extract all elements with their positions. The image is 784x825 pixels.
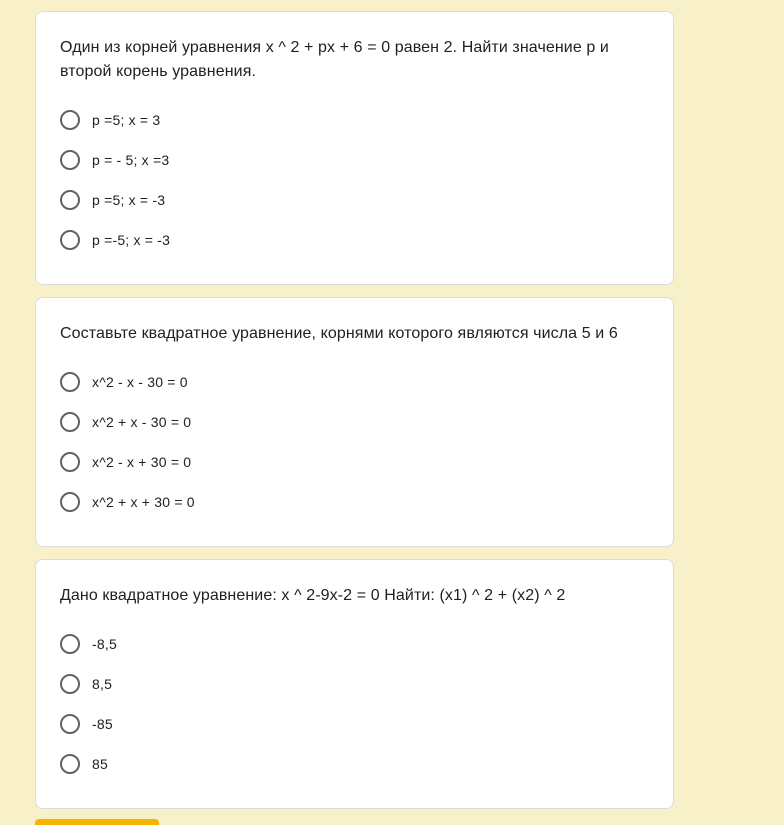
radio-option[interactable] <box>60 220 649 260</box>
question-text: Дано квадратное уравнение: x ^ 2-9x-2 = 0 Найти: (x1) ^ 2 + (x2) ^ 2 <box>60 587 566 604</box>
option-label: -85 <box>92 716 113 732</box>
option-label: p =5; x = -3 <box>92 192 166 208</box>
options-list <box>60 624 649 784</box>
question-text: Составьте квадратное уравнение, корнями которого являются числа 5 и 6 <box>60 325 618 342</box>
question-card-1 <box>35 11 674 285</box>
question-text: Один из корней уравнения x ^ 2 + px + 6 = 0 равен 2. Найти значение p и второй корень уравнения. <box>60 39 609 80</box>
option-label: p = - 5; x =3 <box>92 152 170 168</box>
radio-option[interactable] <box>60 482 649 522</box>
next-button[interactable] <box>35 819 159 825</box>
radio-button-icon[interactable] <box>60 674 80 694</box>
radio-option[interactable] <box>60 180 649 220</box>
option-label: 8,5 <box>92 676 113 692</box>
radio-option[interactable] <box>60 362 649 402</box>
radio-button-icon[interactable] <box>60 230 80 250</box>
options-list <box>60 362 649 522</box>
radio-button-icon[interactable] <box>60 452 80 472</box>
option-label: x^2 - x + 30 = 0 <box>92 454 192 470</box>
radio-button-icon[interactable] <box>60 754 80 774</box>
radio-button-icon[interactable] <box>60 190 80 210</box>
option-label: -8,5 <box>92 636 117 652</box>
option-label: p =-5; x = -3 <box>92 232 171 248</box>
question-card-2 <box>35 297 674 547</box>
options-list <box>60 100 649 260</box>
radio-option[interactable] <box>60 704 649 744</box>
radio-option[interactable] <box>60 442 649 482</box>
option-label: p =5; x = 3 <box>92 112 161 128</box>
radio-button-icon[interactable] <box>60 492 80 512</box>
radio-option[interactable] <box>60 624 649 664</box>
radio-button-icon[interactable] <box>60 110 80 130</box>
radio-option[interactable] <box>60 402 649 442</box>
radio-button-icon[interactable] <box>60 714 80 734</box>
option-label: x^2 + x + 30 = 0 <box>92 494 195 510</box>
radio-button-icon[interactable] <box>60 412 80 432</box>
radio-button-icon[interactable] <box>60 372 80 392</box>
radio-option[interactable] <box>60 744 649 784</box>
radio-option[interactable] <box>60 100 649 140</box>
radio-option[interactable] <box>60 140 649 180</box>
option-label: x^2 + x - 30 = 0 <box>92 414 192 430</box>
option-label: x^2 - x - 30 = 0 <box>92 374 188 390</box>
radio-option[interactable] <box>60 664 649 704</box>
radio-button-icon[interactable] <box>60 634 80 654</box>
question-card-3 <box>35 559 674 809</box>
radio-button-icon[interactable] <box>60 150 80 170</box>
option-label: 85 <box>92 756 108 772</box>
